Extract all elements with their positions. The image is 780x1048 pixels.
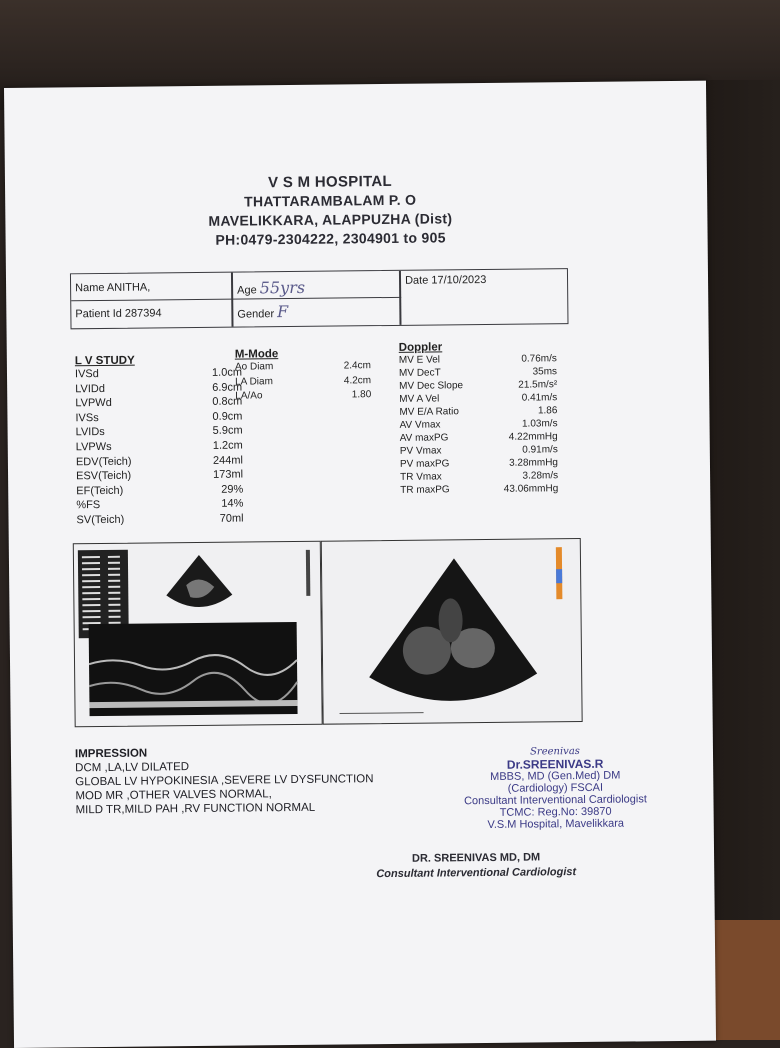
mmode-echo-graphic xyxy=(74,542,322,727)
lv-study-label: IVSs xyxy=(75,411,99,425)
lv-study-label: LVPWs xyxy=(75,440,112,454)
hospital-header xyxy=(165,171,496,250)
lv-study-label: LVIDd xyxy=(75,382,105,395)
lv-study-row xyxy=(76,511,243,527)
report-paper xyxy=(4,81,716,1048)
doppler-label: TR Vmax xyxy=(400,471,442,483)
doppler-value: 1.03m/s xyxy=(521,418,558,430)
doppler-value: 3.28m/s xyxy=(522,470,559,482)
mmode-label: LA Diam xyxy=(235,375,273,388)
doppler-label: MV A Vel xyxy=(399,393,440,405)
doppler-label: MV E/A Ratio xyxy=(399,406,459,418)
impression-line: MOD MR ,OTHER VALVES NORMAL, xyxy=(75,788,272,803)
doppler-value: 0.41m/s xyxy=(521,392,558,404)
apical-echo-graphic xyxy=(322,539,582,724)
lv-study-label: SV(Teich) xyxy=(76,513,125,527)
doctor-footer xyxy=(366,850,586,882)
doppler-label: AV Vmax xyxy=(399,419,441,431)
hospital-address-1: THATTARAMBALAM P. O xyxy=(244,191,417,210)
lv-study-rows xyxy=(75,366,244,528)
mmode-label: LA/Ao xyxy=(235,390,263,402)
patient-name: Name ANITHA, xyxy=(75,281,151,295)
age-field xyxy=(237,278,305,298)
background-wood xyxy=(705,920,780,1040)
gender-handwritten: F xyxy=(277,302,289,322)
signature: Sreenivas xyxy=(529,746,580,758)
doppler-title: Doppler xyxy=(398,341,443,354)
lv-study-value: 5.9cm xyxy=(212,424,243,438)
lv-study-label: %FS xyxy=(76,499,101,512)
mmode-title: M-Mode xyxy=(234,348,279,361)
stamp-degree-1: MBBS, MD (Gen.Med) DM xyxy=(490,769,621,783)
mmode-row xyxy=(235,374,371,390)
mmode-echo-image xyxy=(73,541,323,728)
doppler-label: MV Dec Slope xyxy=(399,380,464,392)
impression-title: IMPRESSION xyxy=(74,747,148,761)
hospital-phone: PH:0479-2304222, 2304901 to 905 xyxy=(215,229,446,248)
hospital-address-2: MAVELIKKARA, ALAPPUZHA (Dist) xyxy=(208,210,453,229)
lv-study-label: IVSd xyxy=(74,368,99,381)
patient-info-box xyxy=(70,268,569,329)
lv-study-value: 1.2cm xyxy=(212,439,243,452)
stamp-name: Dr.SREENIVAS.R xyxy=(506,756,604,772)
doppler-label: MV E Vel xyxy=(398,354,441,366)
lv-study-value: 173ml xyxy=(213,468,244,481)
patient-id: Patient Id 287394 xyxy=(75,307,162,321)
doppler-value: 0.76m/s xyxy=(521,353,557,365)
lv-study-value: 14% xyxy=(221,497,244,511)
impression-line: DCM ,LA,LV DILATED xyxy=(75,761,190,775)
doppler-label: PV Vmax xyxy=(399,445,442,457)
lv-study-label: EDV(Teich) xyxy=(75,455,132,468)
mmode-value: 1.80 xyxy=(351,389,372,401)
mmode-section xyxy=(235,347,372,404)
doppler-rows xyxy=(399,352,558,497)
stamp-role: Consultant Interventional Cardiologist xyxy=(464,793,647,808)
doppler-value: 21.5m/s² xyxy=(518,379,558,391)
gender-label: Gender xyxy=(237,308,275,321)
mmode-row xyxy=(235,388,371,404)
lv-study-value: 6.9cm xyxy=(212,381,243,394)
impression-line: GLOBAL LV HYPOKINESIA ,SEVERE LV DYSFUNCTION xyxy=(75,773,374,789)
lv-study-value: 0.8cm xyxy=(212,395,243,409)
doppler-label: MV DecT xyxy=(398,367,441,379)
footer-role: Consultant Interventional Cardiologist xyxy=(376,866,577,881)
doppler-label: TR maxPG xyxy=(400,484,450,496)
age-handwritten: 55yrs xyxy=(259,277,306,298)
mmode-row xyxy=(235,359,371,375)
stamp-place: V.S.M Hospital, Mavelikkara xyxy=(487,817,625,831)
doppler-value: 3.28mmHg xyxy=(508,457,559,469)
lv-study-value: 1.0cm xyxy=(211,366,243,379)
lv-study-value: 70ml xyxy=(219,512,244,525)
report-date: Date 17/10/2023 xyxy=(404,273,487,287)
doppler-value: 35ms xyxy=(532,366,558,378)
mmode-value: 2.4cm xyxy=(343,360,371,372)
lv-study-section xyxy=(75,354,244,528)
doppler-label: PV maxPG xyxy=(399,458,450,470)
mmode-rows xyxy=(235,359,371,404)
footer-name: DR. SREENIVAS MD, DM xyxy=(411,851,541,865)
lv-study-title: L V STUDY xyxy=(74,354,135,368)
lv-study-label: LVPWd xyxy=(75,397,112,410)
mmode-value: 4.2cm xyxy=(343,374,372,387)
impression-line: MILD TR,MILD PAH ,RV FUNCTION NORMAL xyxy=(75,801,316,817)
doppler-row xyxy=(400,482,558,497)
doctor-stamp xyxy=(455,745,656,831)
lv-study-value: 0.9cm xyxy=(212,410,243,423)
stamp-degree-2: (Cardiology) FSCAI xyxy=(507,781,604,795)
lv-study-label: ESV(Teich) xyxy=(76,469,132,483)
impression-section xyxy=(75,744,374,817)
apical-echo-image xyxy=(321,538,583,725)
mmode-label: Ao Diam xyxy=(234,361,274,373)
impression-lines xyxy=(75,758,374,817)
lv-study-value: 244ml xyxy=(212,454,243,467)
doppler-value: 1.86 xyxy=(537,405,558,417)
doppler-value: 43.06mmHg xyxy=(503,483,559,495)
stamp-reg: TCMC: Reg.No: 39870 xyxy=(499,805,612,819)
hospital-name: V S M HOSPITAL xyxy=(267,172,393,192)
age-label: Age xyxy=(237,284,257,297)
gender-field xyxy=(237,302,288,322)
doppler-value: 0.91m/s xyxy=(522,444,558,456)
doppler-section xyxy=(399,340,559,497)
lv-study-label: EF(Teich) xyxy=(76,484,124,498)
doppler-value: 4.22mmHg xyxy=(508,431,558,443)
lv-study-label: LVIDs xyxy=(75,426,105,439)
lv-study-value: 29% xyxy=(221,483,244,496)
doppler-label: AV maxPG xyxy=(399,432,449,444)
